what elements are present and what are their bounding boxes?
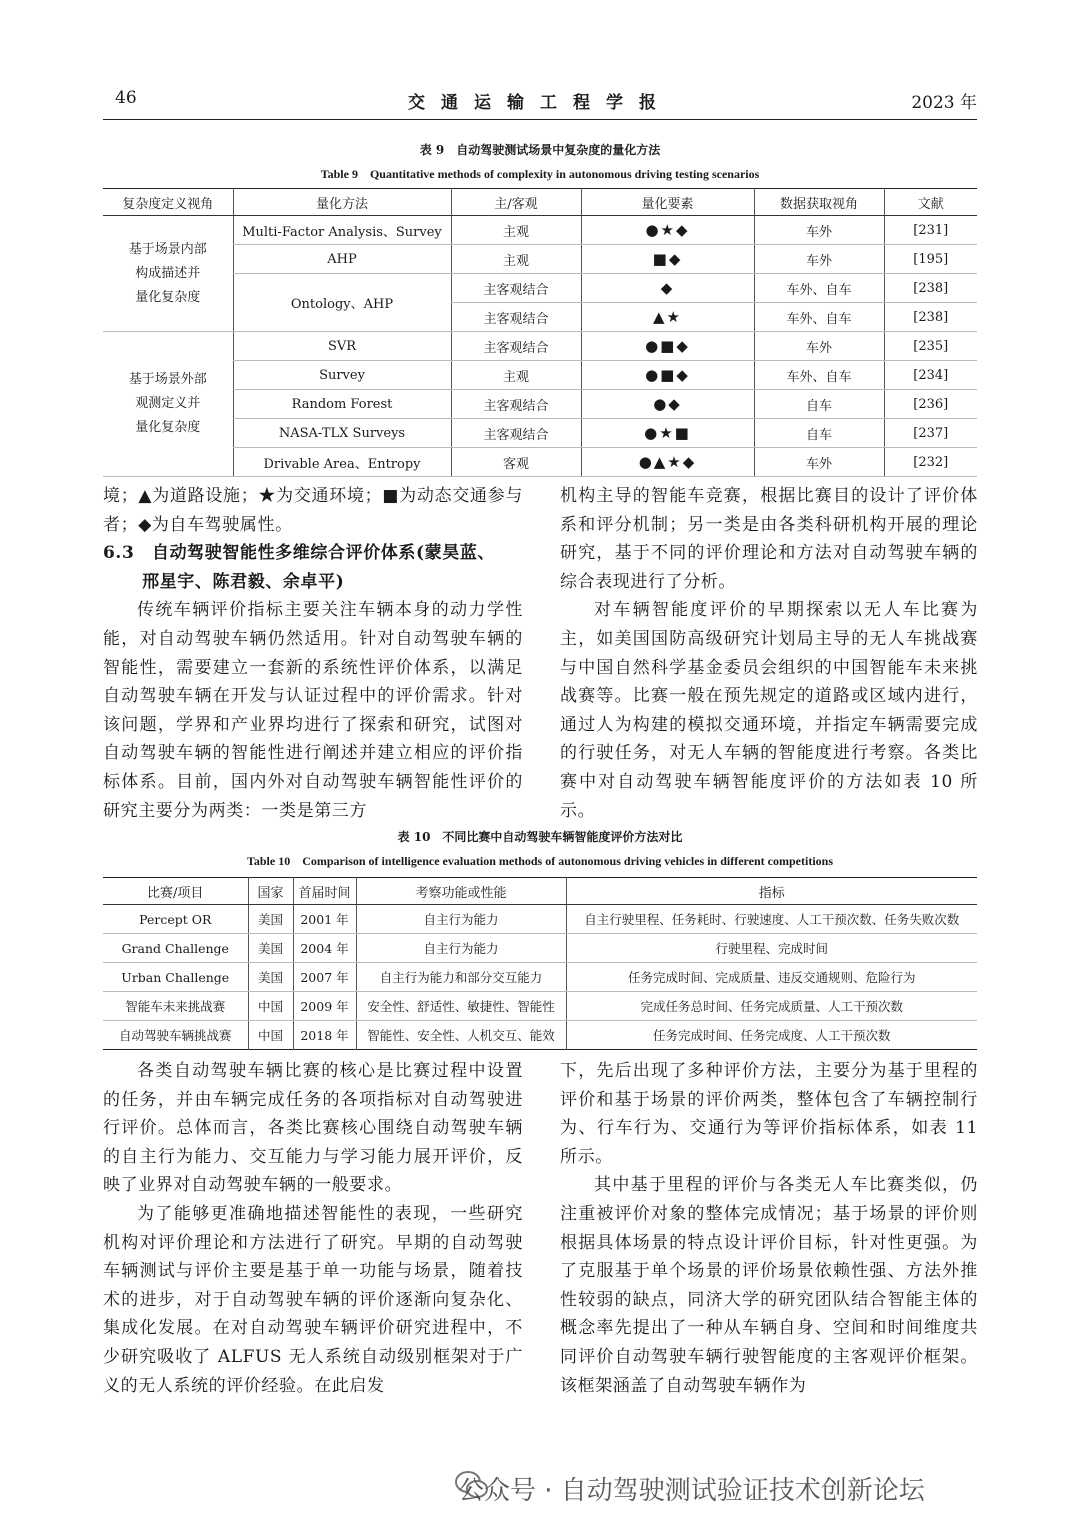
table-row xyxy=(103,934,977,963)
table-cell: Drivable Area、Entropy xyxy=(233,448,451,477)
table-cell: 车外 xyxy=(754,216,884,245)
table9-col-header: 数据获取视角 xyxy=(754,189,884,216)
paragraph: 下，先后出现了多种评价方法，主要分为基于里程的评价和基于场景的评价两类，整体包含了车辆控制行为、行车行为、交通行为等评价指标体系，如表 11 所示。 xyxy=(560,1061,978,1167)
table-cell: [195] xyxy=(884,245,977,274)
table-cell: 主客观结合 xyxy=(451,274,581,303)
table-cell: 车外 xyxy=(754,448,884,477)
table-row xyxy=(103,332,977,361)
table-cell: 自主行驶里程、任务耗时、行驶速度、人工干预次数、任务失败次数 xyxy=(566,905,977,934)
table-cell: 主观 xyxy=(451,361,581,390)
paragraph: 传统车辆评价指标主要关注车辆本身的动力学性能，对自动驾驶车辆仍然适用。针对自动驾驶车辆的智能性，需要建立一套新的系统性评价体系，以满足自动驾驶车辆在开发与认证过程中的评价需求。针对该问题，学界和产业界均进行了探索和研究，试图对自动驾驶车辆的智能性进行阐述并建立相应的评价指标体系。目前，国内外对自动驾驶车辆智能性评价的研究主要分为两类：一类是第三方 xyxy=(103,600,523,821)
journal-title: 交通运输工程学报 xyxy=(408,93,672,113)
table9-group-label: 基于场景外部 观测定义并 量化复杂度 xyxy=(103,332,233,477)
table-cell: 行驶里程、完成时间 xyxy=(566,934,977,963)
table-cell: 车外、自车 xyxy=(754,303,884,332)
table10-caption-en: Table 10 Comparison of intelligence evaluation methods of autonomous driving vehicles in different competitions xyxy=(246,854,833,868)
table9-group-label: 基于场景内部 构成描述并 量化复杂度 xyxy=(103,216,233,332)
table-cell: 2001 年 xyxy=(293,905,356,934)
paragraph: 对车辆智能度评价的早期探索以无人车比赛为主，如美国国防高级研究计划局主导的无人车挑战赛与中国自然科学基金委员会组织的中国智能车未来挑战赛等。比赛一般在预先规定的道路或区域内进行，通过人为构建的模拟交通环境，并指定车辆需要完成的行驶任务，对无人车辆的智能度进行考察。各类比赛中对自动驾驶车辆智能度评价的方法如表 10 所示。 xyxy=(560,600,978,821)
table-cell: [238] xyxy=(884,303,977,332)
table-cell: 中国 xyxy=(248,992,293,1021)
table-row xyxy=(103,274,977,303)
table-row xyxy=(103,245,977,274)
table-cell: Percept OR xyxy=(103,905,248,934)
table-cell: 自车 xyxy=(754,390,884,419)
table10-col-header: 国家 xyxy=(248,878,293,905)
table-cell: 客观 xyxy=(451,448,581,477)
table10 xyxy=(103,877,977,1050)
table-cell: 美国 xyxy=(248,963,293,992)
table10-col-header: 考察功能或性能 xyxy=(356,878,566,905)
table-cell: AHP xyxy=(233,245,451,274)
table-cell: ●■◆ xyxy=(581,361,754,390)
table-cell: Grand Challenge xyxy=(103,934,248,963)
table-row xyxy=(103,905,977,934)
table-row xyxy=(103,963,977,992)
paragraph: 机构主导的智能车竞赛，根据比赛目的设计了评价体系和评分机制；另一类是由各类科研机构开展的理论研究，基于不同的评价理论和方法对自动驾驶车辆的综合表现进行了分析。 xyxy=(560,486,978,592)
table-cell: 智能车未来挑战赛 xyxy=(103,992,248,1021)
table-cell: 车外 xyxy=(754,332,884,361)
table-cell: 自车 xyxy=(754,419,884,448)
section-heading-cont: 邢星宇、陈君毅、余卓平) xyxy=(142,571,345,592)
table-cell: Random Forest xyxy=(233,390,451,419)
text-column-2 xyxy=(560,482,978,825)
page-header xyxy=(103,88,977,118)
table9-col-header: 复杂度定义视角 xyxy=(103,189,233,216)
table-cell: Multi-Factor Analysis、Survey xyxy=(233,216,451,245)
paragraph: 其中基于里程的评价与各类无人车比赛类似，仍注重被评价对象的整体完成情况；基于场景的评价则根据具体场景的特点设计评价目标，针对性更强。为了克服基于单个场景的评价场景依赖性强、方法外推性较弱的缺点，同济大学的研究团队结合智能主体的概念率先提出了一种从车辆自身、空间和时间维度共同评价自动驾驶车辆行驶智能度的主客观评价框架。该框架涵盖了自动驾驶车辆作为 xyxy=(560,1175,978,1396)
table-cell: 2009 年 xyxy=(293,992,356,1021)
table-cell: NASA-TLX Surveys xyxy=(233,419,451,448)
table-row xyxy=(103,419,977,448)
table-cell: 安全性、舒适性、敏捷性、智能性 xyxy=(356,992,566,1021)
table9-col-header: 量化方法 xyxy=(233,189,451,216)
text-column-1 xyxy=(103,482,523,825)
table-row xyxy=(103,361,977,390)
table-cell: [234] xyxy=(884,361,977,390)
table-cell: 主客观结合 xyxy=(451,303,581,332)
table-cell: 自主行为能力和部分交互能力 xyxy=(356,963,566,992)
table10-col-header: 指标 xyxy=(566,878,977,905)
table-cell: 车外、自车 xyxy=(754,361,884,390)
table9-caption-en: Table 9 Quantitative methods of complexity in autonomous driving testing scenarios xyxy=(320,167,760,181)
table-cell: 2004 年 xyxy=(293,934,356,963)
table-cell: 美国 xyxy=(248,905,293,934)
table-cell: 主观 xyxy=(451,216,581,245)
table-cell: 主客观结合 xyxy=(451,419,581,448)
paragraph: 境；▲为道路设施；★为交通环境；■为动态交通参与者；◆为自车驾驶属性。 xyxy=(103,486,523,535)
table-row xyxy=(103,1021,977,1050)
table-cell: 完成任务总时间、任务完成质量、人工干预次数 xyxy=(566,992,977,1021)
table-cell: 自主行为能力 xyxy=(356,934,566,963)
table-cell: [238] xyxy=(884,274,977,303)
table-cell: 任务完成时间、完成质量、违反交通规则、危险行为 xyxy=(566,963,977,992)
table10-header-row xyxy=(103,878,977,905)
table10-caption-cn: 表 10 不同比赛中自动驾驶车辆智能度评价方法对比 xyxy=(397,830,683,844)
journal-year: 2023 年 xyxy=(911,93,977,113)
table-cell: ■◆ xyxy=(581,245,754,274)
table-cell: 中国 xyxy=(248,1021,293,1050)
table-cell: ●★◆ xyxy=(581,216,754,245)
table-cell: 主客观结合 xyxy=(451,390,581,419)
table-cell: [231] xyxy=(884,216,977,245)
table-cell: SVR xyxy=(233,332,451,361)
table-cell: 2018 年 xyxy=(293,1021,356,1050)
table-cell: 车外 xyxy=(754,245,884,274)
text-column-3 xyxy=(103,1057,523,1400)
table-row xyxy=(103,390,977,419)
table-cell: 主观 xyxy=(451,245,581,274)
table-row xyxy=(103,992,977,1021)
section-heading: 6.3 自动驾驶智能性多维综合评价体系(蒙昊蓝、 xyxy=(103,543,496,564)
table-cell: ▲★ xyxy=(581,303,754,332)
table-cell: 自主行为能力 xyxy=(356,905,566,934)
table-cell: ●◆ xyxy=(581,390,754,419)
table-cell: Ontology、AHP xyxy=(233,274,451,332)
table-cell: 美国 xyxy=(248,934,293,963)
table-cell: 任务完成时间、任务完成度、人工干预次数 xyxy=(566,1021,977,1050)
table-cell: 2007 年 xyxy=(293,963,356,992)
table-cell: [237] xyxy=(884,419,977,448)
table9 xyxy=(103,188,977,477)
table-cell: 主客观结合 xyxy=(451,332,581,361)
table-cell: ●■◆ xyxy=(581,332,754,361)
table-row xyxy=(103,216,977,245)
text-column-4 xyxy=(560,1057,978,1400)
watermark: 公众号 · 自动驾驶测试验证技术创新论坛 xyxy=(458,1476,925,1506)
table-cell: ◆ xyxy=(581,274,754,303)
table10-col-header: 首届时间 xyxy=(293,878,356,905)
paragraph: 各类自动驾驶车辆比赛的核心是比赛过程中设置的任务，并由车辆完成任务的各项指标对自动驾驶进行评价。总体而言，各类比赛核心围绕自动驾驶车辆的自主行为能力、交互能力与学习能力展开评价，反映了业界对自动驾驶车辆的一般要求。 xyxy=(103,1061,523,1196)
table9-col-header: 量化要素 xyxy=(581,189,754,216)
paragraph: 为了能够更准确地描述智能性的表现，一些研究机构对评价理论和方法进行了研究。早期的自动驾驶车辆测试与评价主要是基于单一功能与场景，随着技术的进步，对于自动驾驶车辆的评价逐渐向复杂化、集成化发展。在对自动驾驶车辆评价研究进程中，不少研究吸收了 ALFUS 无人系统自动级别框架对于广义的无人系统的评价经验。在此启发 xyxy=(103,1203,523,1396)
table9-col-header: 文献 xyxy=(884,189,977,216)
table-cell: Urban Challenge xyxy=(103,963,248,992)
table9-caption-cn: 表 9 自动驾驶测试场景中复杂度的量化方法 xyxy=(419,143,661,157)
table9-col-header: 主/客观 xyxy=(451,189,581,216)
table-cell: [232] xyxy=(884,448,977,477)
table-cell: [235] xyxy=(884,332,977,361)
page-number: 46 xyxy=(115,88,137,108)
table10-col-header: 比赛/项目 xyxy=(103,878,248,905)
table9-header-row xyxy=(103,189,977,216)
table-cell: [236] xyxy=(884,390,977,419)
table-cell: 自动驾驶车辆挑战赛 xyxy=(118,1028,232,1043)
table-cell: 车外、自车 xyxy=(754,274,884,303)
table-cell: Survey xyxy=(233,361,451,390)
header-rule xyxy=(103,119,977,120)
table-cell: 智能性、安全性、人机交互、能效 xyxy=(356,1021,566,1050)
table-cell: ●★■ xyxy=(581,419,754,448)
table-row xyxy=(103,448,977,477)
table-cell: ●▲★◆ xyxy=(581,448,754,477)
